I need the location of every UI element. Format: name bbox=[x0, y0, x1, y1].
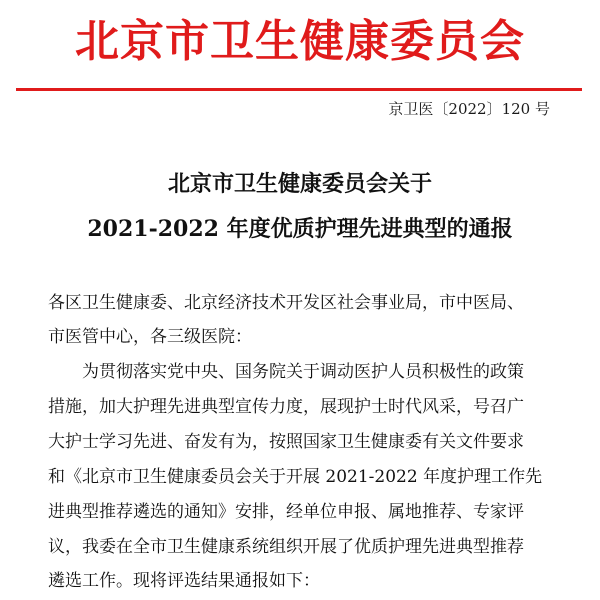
red-header-rule bbox=[16, 88, 582, 91]
recipients-line-1: 各区卫生健康委、北京经济技术开发区社会事业局，市中医局、 bbox=[48, 293, 524, 313]
document-number: 京卫医〔2022〕120 号 bbox=[388, 100, 550, 118]
document-title-line-1: 北京市卫生健康委员会关于 bbox=[167, 171, 432, 197]
paragraph-line-2: 措施，加大护理先进典型宣传力度，展现护士时代风采，号召广 bbox=[48, 397, 524, 417]
paragraph-line-1: 为贯彻落实党中央、国务院关于调动医护人员积极性的政策 bbox=[82, 362, 524, 382]
document-title-line-2: 2021-2022 年度优质护理先进典型的通报 bbox=[87, 216, 513, 242]
paragraph-line-6: 议，我委在全市卫生健康系统组织开展了优质护理先进典型推荐 bbox=[48, 537, 524, 557]
recipients-line-2: 市医管中心，各三级医院： bbox=[48, 327, 252, 347]
issuing-authority-masthead: 北京市卫生健康委员会 bbox=[75, 16, 525, 67]
paragraph-line-5: 进典型推荐遴选的通知》安排，经单位申报、属地推荐、专家评 bbox=[48, 502, 524, 522]
paragraph-line-4: 和《北京市卫生健康委员会关于开展 2021-2022 年度护理工作先 bbox=[48, 467, 543, 487]
paragraph-line-3: 大护士学习先进、奋发有为，按照国家卫生健康委有关文件要求 bbox=[48, 432, 524, 452]
paragraph-line-7: 遴选工作。现将评选结果通报如下： bbox=[48, 571, 320, 591]
